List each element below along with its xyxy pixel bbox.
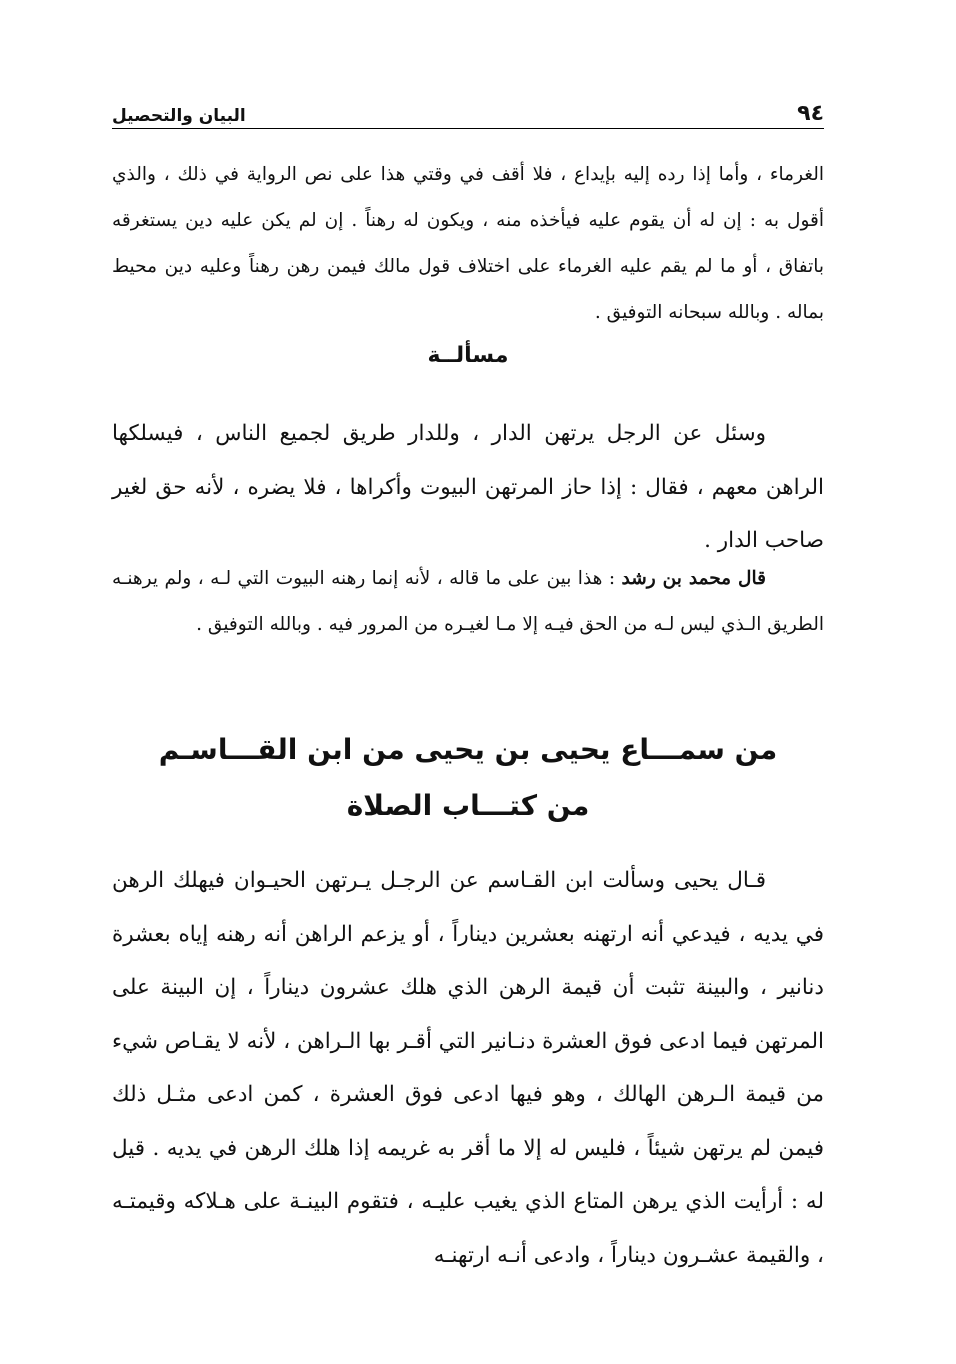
section-heading bbox=[112, 722, 824, 834]
paragraph-1-text: الغرماء ، وأما إذا رده إليه بإيداع ، فلا أقف في وقتي هذا على نص الرواية في ذلك ، والذي أقول به : إن له أن يقوم عليه فيأخذه منه ، ويكون له رهناً . إن لم يكن عليه دين يستغرقه باتفاق ، أو ما لم يقم عليه الغرماء على اختلاف قول مالك فيمن رهن رهناً وعليه دين محيط بماله . وبالله سبحانه التوفيق . bbox=[112, 164, 824, 323]
paragraph-1 bbox=[112, 152, 824, 336]
header-rule bbox=[112, 128, 824, 129]
section-heading-line-2: من كتـــاب الصلاة bbox=[346, 789, 590, 822]
commentary-body: : هذا بين على ما قاله ، لأنه إنما رهنه البيوت التي لـه ، ولم يرهنـه الطريق الـذي ليس لـه من الحق فيـه إلا مـا لغيـره من المرور فيه . وبالله التوفيق . bbox=[112, 568, 824, 635]
section-heading-line-1: من سمـــاع يحيى بن يحيى من ابن القـــاسـم bbox=[158, 733, 778, 766]
commentary-text bbox=[112, 556, 824, 648]
issue-heading: مسألــة bbox=[427, 343, 509, 368]
paragraph-2-text: وسئل عن الرجل يرتهن الدار ، وللدار طريق لجميع الناس ، فيسلكها الراهن معهم ، فقال : إذا حاز المرتهن البيوت وأكراها ، فلا يضره ، لأنه حق لغير صاحب الدار . bbox=[112, 421, 824, 553]
page-number: ٩٤ bbox=[797, 101, 824, 126]
paragraph-3 bbox=[112, 854, 824, 1282]
paragraph-2 bbox=[112, 407, 824, 568]
page-header bbox=[112, 92, 824, 126]
paragraph-3-text: قـال يحيى وسألت ابن القـاسم عن الرجـل يـرتهن الحيـوان فيهلك الرهن في يديه ، فيدعي أنه ارتهنه بعشرين ديناراً ، أو يزعم الراهن أنه رهنه إياه بعشرة دنانير ، والبينة تثبت أن قيمة الرهن الذي هلك عشرون ديناراً ، إن البينة على المرتهن فيما ادعى فوق العشرة دنـانير التي أقـر بها الـراهن ، لأنه لا يقـاص شيء من قيمة الـرهن الهالك ، وهو فيها ادعى فوق العشرة ، كمن ادعى مثـل ذلك فيمن لم يرتهن شيئاً ، فليس له إلا ما أقر به غريمه إذا هلك الرهن في يديه . قيل له : أرأيت الذي يرهن المتاع الذي يغيب عليـه ، فتقوم البينـة على هـلاكه وقيمتـه ، والقيمة عشـرون ديناراً ، وادعى أنـه ارتهنـه bbox=[112, 868, 824, 1268]
commentary bbox=[112, 556, 824, 648]
running-title: البيان والتحصيل bbox=[112, 106, 246, 126]
commentary-speaker: قال محمد بن رشد bbox=[621, 568, 766, 589]
